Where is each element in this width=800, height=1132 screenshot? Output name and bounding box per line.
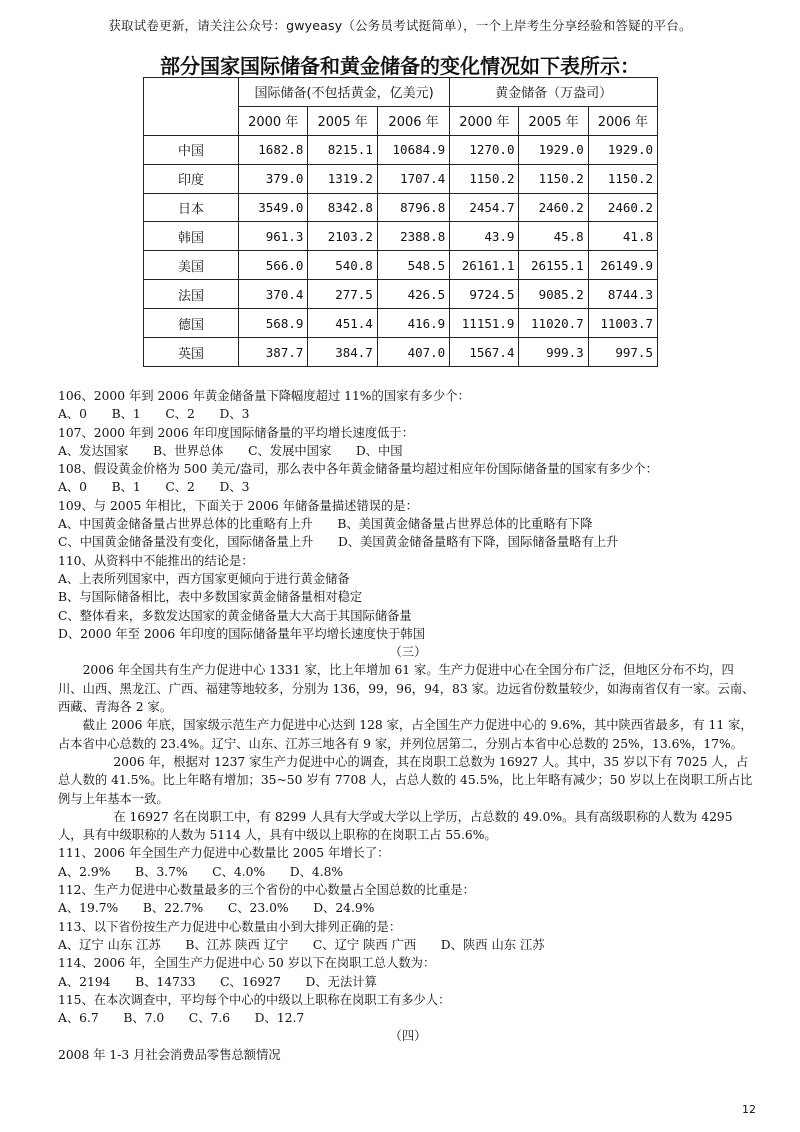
table-country-cell: 韩国: [144, 222, 239, 251]
table-value-cell: 1707.4: [377, 164, 449, 193]
table-value-cell: 2454.7: [450, 193, 519, 222]
table-year-header: 2005 年: [308, 106, 377, 135]
text-line: A、上表所列国家中，西方国家更倾向于进行黄金储备: [58, 571, 350, 586]
table-country-cell: 美国: [144, 251, 239, 280]
table-year-header: 2000 年: [450, 106, 519, 135]
table-value-cell: 26161.1: [450, 251, 519, 280]
text-line: A、辽宁 山东 江苏 B、江苏 陕西 辽宁 C、辽宁 陕西 广西 D、陕西 山东 江苏: [58, 937, 545, 952]
text-line: 111、2006 年全国生产力促进中心数量比 2005 年增长了：: [58, 846, 390, 861]
text-line: A、6.7 B、7.0 C、7.6 D、12.7: [58, 1011, 305, 1026]
text-line: 107、2000 年到 2006 年印度国际储备量的平均增长速度低于：: [58, 425, 415, 440]
text-line: （四）: [389, 1029, 427, 1044]
table-value-cell: 8342.8: [308, 193, 377, 222]
table-value-cell: 407.0: [377, 338, 449, 367]
table-value-cell: 3549.0: [239, 193, 308, 222]
table-value-cell: 26155.1: [519, 251, 588, 280]
table-year-header: 2006 年: [588, 106, 657, 135]
table-country-cell: 英国: [144, 338, 239, 367]
text-line: C、中国黄金储备量没有变化，国际储备量上升 D、美国黄金储备量略有下降，国际储备量略有上升: [58, 535, 619, 550]
table-value-cell: 387.7: [239, 338, 308, 367]
text-line: 110、从资料中不能推出的结论是：: [58, 553, 254, 568]
table-value-cell: 26149.9: [588, 251, 657, 280]
text-line: （三）: [389, 645, 427, 660]
table-row: [144, 193, 658, 222]
page-header: 获取试卷更新，请关注公众号：gwyeasy（公务员考试挺简单），一个上岸考生分享经验和答疑的平台。: [108, 18, 692, 33]
table-value-cell: 1319.2: [308, 164, 377, 193]
table-country-cell: 中国: [144, 135, 239, 164]
table-value-cell: 1682.8: [239, 135, 308, 164]
text-line: A、2.9% B、3.7% C、4.0% D、4.8%: [58, 864, 344, 879]
text-line: 106、2000 年到 2006 年黄金储备量下降幅度超过 11%的国家有多少个：: [58, 389, 470, 403]
table-row: [144, 135, 658, 164]
table-country-cell: 印度: [144, 164, 239, 193]
table-value-cell: 370.4: [239, 280, 308, 309]
table-row: [144, 280, 658, 309]
table-value-cell: 451.4: [308, 309, 377, 338]
table-year-header: 2000 年: [239, 106, 308, 135]
table-value-cell: 379.0: [239, 164, 308, 193]
text-line: 2008 年 1-3 月社会消费品零售总额情况: [58, 1047, 281, 1062]
text-line: A、发达国家 B、世界总体 C、发展中国家 D、中国: [58, 443, 403, 458]
table-value-cell: 416.9: [377, 309, 449, 338]
table-value-cell: 1929.0: [588, 135, 657, 164]
table-value-cell: 1929.0: [519, 135, 588, 164]
table-value-cell: 997.5: [588, 338, 657, 367]
table-value-cell: 9085.2: [519, 280, 588, 309]
page-number: 12: [742, 1103, 756, 1116]
table-row: [144, 222, 658, 251]
table-value-cell: 566.0: [239, 251, 308, 280]
text-line: C、整体看来，多数发达国家的黄金储备量大大高于其国际储备量: [58, 608, 412, 623]
text-line: 115、在本次调查中，平均每个中心的中级以上职称在岗职工有多少人：: [58, 992, 451, 1007]
table-value-cell: 384.7: [308, 338, 377, 367]
text-line: A、中国黄金储备量占世界总体的比重略有上升 B、美国黄金储备量占世界总体的比重略有下降: [58, 517, 593, 532]
table-row: [144, 338, 658, 367]
table-row: [144, 251, 658, 280]
table-value-cell: 568.9: [239, 309, 308, 338]
text-line: 在 16927 名在岗职工中，有 8299 人具有大学或大学以上学历，占总数的 49.0%。具有高级职称的人数为 4295 人，具有中级职称的人数为 5114 人，具有中级以上职称的在岗职工占 55.6%。: [58, 809, 733, 843]
text-line: 112、生产力促进中心数量最多的三个省份的中心数量占全国总数的比重是：: [58, 883, 475, 898]
table-group-header: 国际储备(不包括黄金，亿美元): [239, 78, 450, 107]
table-value-cell: 11003.7: [588, 309, 657, 338]
table-value-cell: 1567.4: [450, 338, 519, 367]
table-value-cell: 2460.2: [519, 193, 588, 222]
table-value-cell: 8796.8: [377, 193, 449, 222]
table-value-cell: 45.8: [519, 222, 588, 251]
table-value-cell: 1150.2: [519, 164, 588, 193]
text-line: D、2000 年至 2006 年印度的国际储备量年平均增长速度快于韩国: [58, 626, 426, 641]
table-value-cell: 277.5: [308, 280, 377, 309]
table-country-cell: 德国: [144, 309, 239, 338]
table-value-cell: 41.8: [588, 222, 657, 251]
table-value-cell: 1270.0: [450, 135, 519, 164]
text-line: 2006 年，根据对 1237 家生产力促进中心的调查，其在岗职工总数为 16927 人。其中，35 岁以下有 7025 人，占总人数的 41.5%。比上年略有增加；35~50 岁有 7708 人，占总人数的 45.5%，比上年略有减少；50 岁以上在岗职工所占比例与上年基本一致。: [58, 754, 753, 806]
table-country-cell: 法国: [144, 280, 239, 309]
text-line: B、与国际储备相比，表中多数国家黄金储备量相对稳定: [58, 590, 363, 605]
text-line: 2006 年全国共有生产力促进中心 1331 家，比上年增加 61 家。生产力促进中心在全国分布广泛，但地区分布不均，四川、山西、黑龙江、广西、福建等地较多，分别为 136，99，96，94，83 家。边远省份数量较少，如海南省仅有一家。云南、西藏、青海各 2 家。: [58, 663, 755, 715]
table-value-cell: 8744.3: [588, 280, 657, 309]
table-year-header: 2005 年: [519, 106, 588, 135]
table-value-cell: 2460.2: [588, 193, 657, 222]
table-value-cell: 11151.9: [450, 309, 519, 338]
questions-body: [58, 387, 758, 1064]
text-line: A、2194 B、14733 C、16927 D、无法计算: [58, 974, 377, 989]
table-value-cell: 2103.2: [308, 222, 377, 251]
table-value-cell: 540.8: [308, 251, 377, 280]
text-line: 108、假设黄金价格为 500 美元/盎司，那么表中各年黄金储备量均超过相应年份国际储备量的国家有多少个：: [58, 462, 658, 477]
text-line: A、19.7% B、22.7% C、23.0% D、24.9%: [58, 901, 375, 916]
table-group-header: 黄金储备（万盎司）: [450, 78, 658, 107]
text-line: 109、与 2005 年相比，下面关于 2006 年储备量描述错误的是：: [58, 498, 418, 513]
text-line: 113、以下省份按生产力促进中心数量由小到大排列正确的是：: [58, 919, 402, 934]
table-value-cell: 1150.2: [588, 164, 657, 193]
table-value-cell: 2388.8: [377, 222, 449, 251]
table-value-cell: 11020.7: [519, 309, 588, 338]
table-corner-cell: [144, 78, 239, 136]
text-line: A、0 B、1 C、2 D、3: [58, 407, 250, 422]
table-value-cell: 8215.1: [308, 135, 377, 164]
text-line: A、0 B、1 C、2 D、3: [58, 480, 250, 495]
table-year-header: 2006 年: [377, 106, 449, 135]
table-value-cell: 961.3: [239, 222, 308, 251]
table-value-cell: 426.5: [377, 280, 449, 309]
reserves-table: [143, 77, 658, 367]
table-title: 部分国家国际储备和黄金储备的变化情况如下表所示：: [160, 54, 640, 78]
text-line: 114、2006 年，全国生产力促进中心 50 岁以下在岗职工总人数为：: [58, 956, 436, 971]
table-row: [144, 164, 658, 193]
table-group-header-row: [144, 78, 658, 107]
table-value-cell: 999.3: [519, 338, 588, 367]
table-value-cell: 1150.2: [450, 164, 519, 193]
text-line: 截止 2006 年底，国家级示范生产力促进中心达到 128 家，占全国生产力促进中心的 9.6%，其中陕西省最多，有 11 家，占本省中心总数的 23.4%。辽宁、山东、江苏三地各有 9 家，并列位居第二，分别占本省中心总数的 25%，13.6%，17%。: [58, 718, 753, 751]
table-value-cell: 548.5: [377, 251, 449, 280]
table-value-cell: 43.9: [450, 222, 519, 251]
table-value-cell: 9724.5: [450, 280, 519, 309]
table-country-cell: 日本: [144, 193, 239, 222]
table-value-cell: 10684.9: [377, 135, 449, 164]
table-row: [144, 309, 658, 338]
